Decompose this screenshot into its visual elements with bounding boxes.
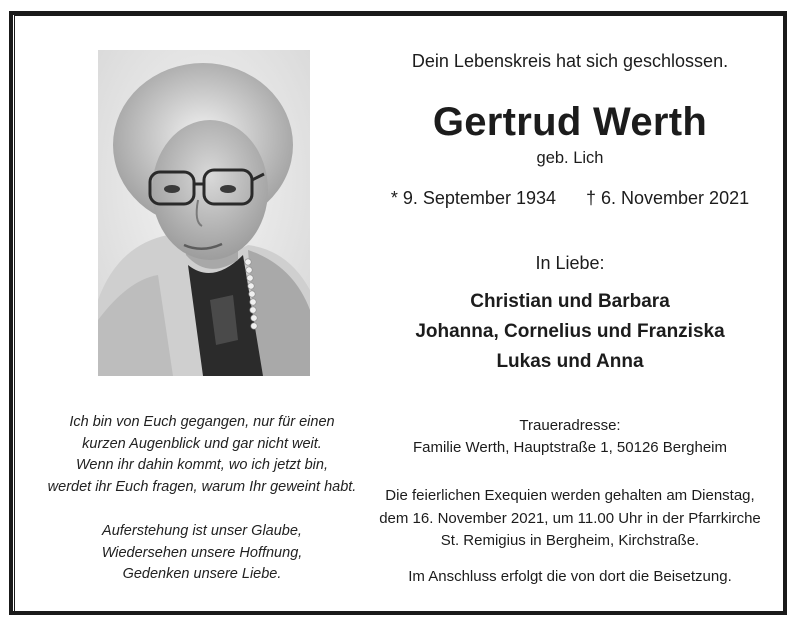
in-love-label: In Liebe: [535,253,605,273]
mourners-list [372,287,768,377]
mourner-line: Christian und Barbara [470,291,670,312]
faith-verse [30,521,374,586]
address-text: Familie Werth, Hauptstraße 1, 50126 Bergheim [412,439,728,456]
mourner-line: Johanna, Cornelius und Franziska [415,321,725,342]
poem-line: Wenn ihr dahin kommt, wo ich jetzt bin, [76,457,328,473]
service-line: St. Remigius in Bergheim, Kirchstraße. [440,532,700,549]
burial-note: Im Anschluss erfolgt die von dort die Beisetzung. [408,568,732,585]
address-label: Traueradresse: [519,417,621,434]
poem-line: Ich bin von Euch gegangen, nur für einen [69,414,335,430]
life-dates [372,186,768,210]
farewell-poem [30,412,374,498]
poem-line: kurzen Augenblick und gar nicht weit. [82,435,322,452]
faith-line: Gedenken unsere Liebe. [122,566,282,582]
death-date: † 6. November 2021 [586,188,750,208]
faith-line: Auferstehung ist unser Glaube, [102,523,302,539]
birth-name: geb. Lich [536,149,604,167]
portrait-photo [98,50,310,376]
service-line: Die feierlichen Exequien werden gehalten am Dienstag, [385,487,755,504]
funeral-service-info [372,485,768,553]
deceased-name: Gertrud Werth [432,100,708,144]
birth-date: * 9. September 1934 [390,188,556,208]
poem-line: werdet ihr Euch fragen, warum Ihr geweint habt. [47,478,357,495]
mourning-address [372,415,768,459]
mourner-line: Lukas und Anna [496,351,644,372]
faith-line: Wiedersehen unsere Hoffnung, [101,544,303,561]
service-line: dem 16. November 2021, um 11.00 Uhr in der Pfarrkirche [379,509,761,527]
motto: Dein Lebenskreis hat sich geschlossen. [411,51,729,71]
